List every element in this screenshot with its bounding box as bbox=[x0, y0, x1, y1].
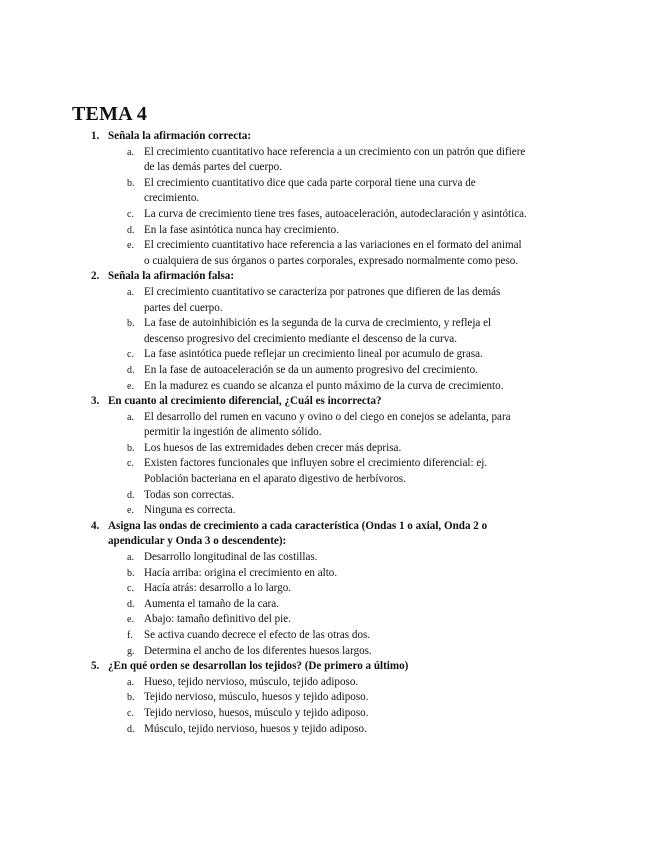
option-letter: c. bbox=[127, 583, 134, 595]
option-text: Hacía arriba: origina el crecimiento en alto. bbox=[144, 566, 338, 579]
option-text: El desarrollo del rumen en vacuno y ovino o del ciego en conejos se adelanta, para permitir la ingestión de alimento sólido. bbox=[144, 410, 511, 439]
question-text: Asigna las ondas de crecimiento a cada característica (Ondas 1 o axial, Onda 2 o apendicular y Onda 3 o descendente): bbox=[108, 519, 488, 548]
option-text: Se activa cuando decrece el efecto de las otras dos. bbox=[144, 629, 371, 641]
option-text: Determina el ancho de los diferentes huesos largos. bbox=[144, 644, 372, 657]
question-2 bbox=[0, 269, 528, 394]
question-number: 2. bbox=[91, 270, 100, 283]
option-letter: c. bbox=[127, 707, 134, 719]
option-text: Hacía atrás: desarrollo a lo largo. bbox=[144, 582, 292, 595]
option-letter: b. bbox=[127, 177, 135, 189]
option-text: Los huesos de las extremidades deben crecer más deprisa. bbox=[144, 441, 402, 454]
question-text: En cuanto al crecimiento diferencial, ¿Cuál es incorrecta? bbox=[108, 395, 382, 408]
question-5 bbox=[0, 659, 528, 737]
option-letter: d. bbox=[127, 723, 135, 735]
option-text: Ninguna es correcta. bbox=[144, 504, 236, 517]
option-item bbox=[0, 176, 529, 207]
option-letter: a. bbox=[127, 146, 134, 158]
question-text: Señala la afirmación falsa: bbox=[108, 270, 235, 283]
option-letter: a. bbox=[127, 676, 134, 688]
option-item bbox=[0, 410, 529, 441]
option-letter: c. bbox=[127, 208, 134, 220]
option-text: El crecimiento cuantitativo dice que cada parte corporal tiene una curva de crecimiento. bbox=[144, 176, 476, 205]
option-item bbox=[0, 612, 529, 628]
option-letter: e. bbox=[127, 614, 134, 626]
option-item bbox=[0, 379, 529, 395]
option-item bbox=[0, 581, 529, 597]
option-item bbox=[0, 675, 529, 691]
option-text: El crecimiento cuantitativo hace referencia a un crecimiento con un patrón que difiere de las demás partes del cuerpo. bbox=[144, 145, 526, 174]
option-item bbox=[0, 690, 529, 706]
option-letter: b. bbox=[127, 318, 135, 330]
option-item bbox=[0, 566, 529, 582]
option-text: Existen factores funcionales que influyen sobre el crecimiento diferencial: ej. Población bacteriana en el aparato digestivo de herbívoros. bbox=[144, 457, 488, 486]
option-text: Aumenta el tamaño de la cara. bbox=[144, 597, 279, 610]
option-item bbox=[0, 503, 529, 519]
option-text: Abajo: tamaño definitivo del pie. bbox=[144, 613, 291, 626]
question-list bbox=[0, 129, 655, 737]
option-letter: b. bbox=[127, 567, 135, 579]
option-letter: g. bbox=[127, 645, 135, 657]
option-text: Tejido nervioso, huesos, músculo y tejido adiposo. bbox=[144, 706, 369, 719]
option-text: En la fase asintótica nunca hay crecimiento. bbox=[144, 223, 339, 236]
option-list bbox=[108, 285, 528, 394]
question-number: 4. bbox=[91, 519, 100, 532]
question-text: Señala la afirmación correcta: bbox=[108, 130, 252, 142]
option-letter: b. bbox=[127, 442, 135, 454]
option-letter: d. bbox=[127, 489, 135, 501]
question-1 bbox=[0, 129, 528, 269]
option-item bbox=[0, 597, 529, 613]
page-title: TEMA 4 bbox=[72, 103, 148, 125]
option-text: En la madurez es cuando se alcanza el punto máximo de la curva de crecimiento. bbox=[144, 379, 504, 392]
option-letter: d. bbox=[127, 364, 135, 376]
option-letter: d. bbox=[127, 224, 135, 236]
option-item bbox=[0, 456, 529, 487]
option-item bbox=[0, 145, 529, 176]
option-letter: c. bbox=[127, 458, 134, 470]
option-item bbox=[0, 644, 529, 660]
option-item bbox=[0, 628, 529, 644]
option-list bbox=[108, 145, 528, 270]
option-list bbox=[108, 550, 528, 659]
option-letter: b. bbox=[127, 692, 135, 704]
question-4 bbox=[0, 519, 528, 659]
option-item bbox=[0, 488, 529, 504]
option-letter: e. bbox=[127, 380, 134, 392]
option-text: Tejido nervioso, músculo, huesos y tejido adiposo. bbox=[144, 691, 369, 704]
option-item bbox=[0, 238, 529, 269]
option-item bbox=[0, 722, 529, 738]
option-item bbox=[0, 347, 529, 363]
option-letter: e. bbox=[127, 240, 134, 252]
option-text: La fase de autoinhibición es la segunda de la curva de crecimiento, y refleja el descenso progresivo del crecimiento mediante el descenso de la curva. bbox=[144, 317, 492, 345]
option-letter: a. bbox=[127, 286, 134, 298]
option-letter: e. bbox=[127, 505, 134, 517]
option-item bbox=[0, 441, 529, 457]
option-item bbox=[0, 207, 529, 223]
option-list bbox=[108, 675, 528, 737]
option-item bbox=[0, 706, 529, 722]
option-item bbox=[0, 363, 529, 379]
option-item bbox=[0, 223, 529, 239]
question-3 bbox=[0, 394, 528, 519]
option-text: Desarrollo longitudinal de las costillas. bbox=[144, 551, 318, 564]
option-letter: f. bbox=[127, 630, 133, 641]
option-text: El crecimiento cuantitativo se caracteriza por patrones que difieren de las demás partes del cuerpo. bbox=[144, 285, 501, 314]
option-text: La curva de crecimiento tiene tres fases, autoaceleración, autodeclaración y asintótica. bbox=[144, 207, 527, 220]
question-text: ¿En qué orden se desarrollan los tejidos? (De primero a último) bbox=[108, 660, 409, 673]
option-item bbox=[0, 316, 529, 347]
option-text: La fase asintótica puede reflejar un crecimiento lineal por acumulo de grasa. bbox=[144, 348, 483, 361]
option-letter: c. bbox=[127, 349, 134, 361]
option-list bbox=[108, 410, 528, 519]
question-number: 5. bbox=[91, 660, 100, 673]
question-number: 1. bbox=[91, 130, 100, 142]
option-text: El crecimiento cuantitativo hace referencia a las variaciones en el formato del animal o cualquiera de sus órganos o partes corporales, expresado normalmente como peso. bbox=[144, 239, 522, 267]
option-letter: a. bbox=[127, 552, 134, 564]
option-text: En la fase de autoaceleración se da un aumento progresivo del crecimiento. bbox=[144, 363, 478, 376]
option-letter: a. bbox=[127, 411, 134, 423]
option-text: Todas son correctas. bbox=[144, 488, 235, 501]
option-text: Hueso, tejido nervioso, músculo, tejido adiposo. bbox=[144, 675, 359, 688]
option-item bbox=[0, 550, 529, 566]
option-item bbox=[0, 285, 529, 316]
option-text: Músculo, tejido nervioso, huesos y tejido adiposo. bbox=[144, 722, 367, 735]
option-letter: d. bbox=[127, 598, 135, 610]
question-number: 3. bbox=[91, 395, 100, 408]
